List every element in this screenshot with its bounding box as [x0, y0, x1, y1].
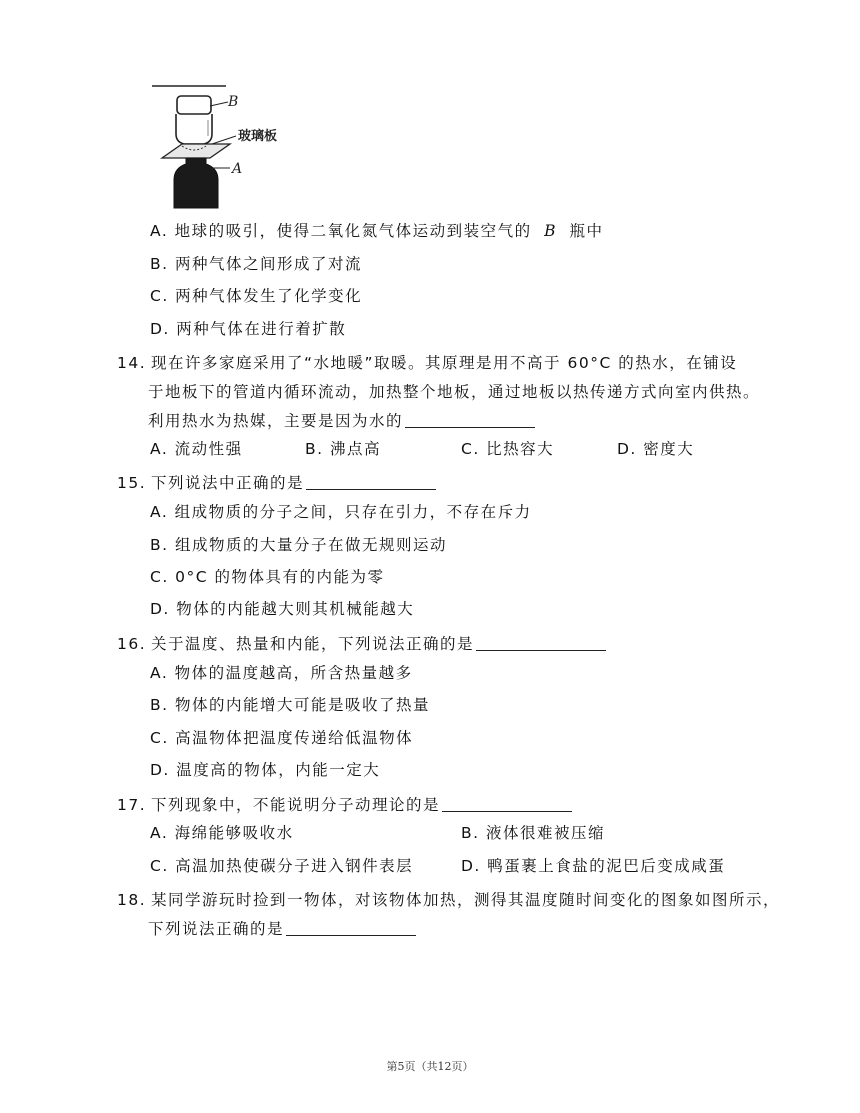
answer-blank — [306, 473, 436, 490]
q14-line-3: 利用热水为热媒，主要是因为水的 — [148, 411, 535, 431]
q17-number: 17. — [117, 796, 147, 814]
q13-option-c: C. 两种气体发生了化学变化 — [150, 287, 363, 305]
label-b: B — [228, 94, 239, 110]
q15-option-d: D. 物体的内能越大则其机械能越大 — [150, 600, 415, 618]
q17-option-a: A. 海绵能够吸收水 — [150, 824, 294, 842]
q15-number: 15. — [117, 474, 147, 492]
q13-option-d: D. 两种气体在进行着扩散 — [150, 320, 347, 338]
answer-blank — [286, 919, 416, 936]
q16-stem: 关于温度、热量和内能，下列说法正确的是 — [151, 634, 606, 654]
q15-option-b: B. 组成物质的大量分子在做无规则运动 — [150, 536, 447, 554]
q13-option-b: B. 两种气体之间形成了对流 — [150, 255, 362, 273]
q16-option-d: D. 温度高的物体，内能一定大 — [150, 761, 381, 779]
q15-option-c: C. 0°C 的物体具有的内能为零 — [150, 568, 385, 586]
q15-option-a: A. 组成物质的分子之间，只存在引力，不存在斥力 — [150, 503, 532, 521]
q15-stem: 下列说法中正确的是 — [151, 473, 436, 493]
label-a: A — [232, 161, 243, 177]
label-glass-plate: 玻璃板 — [238, 129, 278, 144]
answer-blank — [442, 795, 572, 812]
q17-option-c: C. 高温加热使碳分子进入钢件表层 — [150, 857, 414, 875]
q18-number: 18. — [117, 891, 147, 909]
q17-stem: 下列现象中，不能说明分子动理论的是 — [151, 795, 572, 815]
q13-option-a: A. 地球的吸引，使得二氧化氮气体运动到装空气的 B 瓶中 — [150, 222, 604, 240]
q18-line-2: 下列说法正确的是 — [148, 919, 416, 939]
q14-option-b: B. 沸点高 — [305, 440, 381, 458]
q16-option-c: C. 高温物体把温度传递给低温物体 — [150, 729, 414, 747]
q16-option-b: B. 物体的内能增大可能是吸收了热量 — [150, 696, 430, 714]
q14-option-a: A. 流动性强 — [150, 440, 243, 458]
q14-number: 14. — [117, 354, 147, 372]
answer-blank — [405, 411, 535, 428]
gas-diffusion-figure — [150, 84, 300, 212]
q14-line-1: 现在许多家庭采用了“水地暖”取暖。其原理是用不高于 60°C 的热水，在铺设 — [151, 354, 738, 372]
q14-line-2: 于地板下的管道内循环流动，加热整个地板，通过地板以热传递方式向室内供热。 — [148, 383, 761, 401]
answer-blank — [476, 634, 606, 651]
q16-number: 16. — [117, 635, 147, 653]
q17-option-b: B. 液体很难被压缩 — [461, 824, 605, 842]
q14-option-c: C. 比热容大 — [461, 440, 555, 458]
q14-option-d: D. 密度大 — [617, 440, 695, 458]
q16-option-a: A. 物体的温度越高，所含热量越多 — [150, 664, 413, 682]
q18-line-1: 某同学游玩时捡到一物体，对该物体加热，测得其温度随时间变化的图象如图所示， — [151, 891, 781, 909]
jar-diagram — [150, 84, 300, 212]
q17-option-d: D. 鸭蛋裹上食盐的泥巴后变成咸蛋 — [461, 857, 726, 875]
page-footer: 第5页（共12页） — [386, 1060, 474, 1073]
